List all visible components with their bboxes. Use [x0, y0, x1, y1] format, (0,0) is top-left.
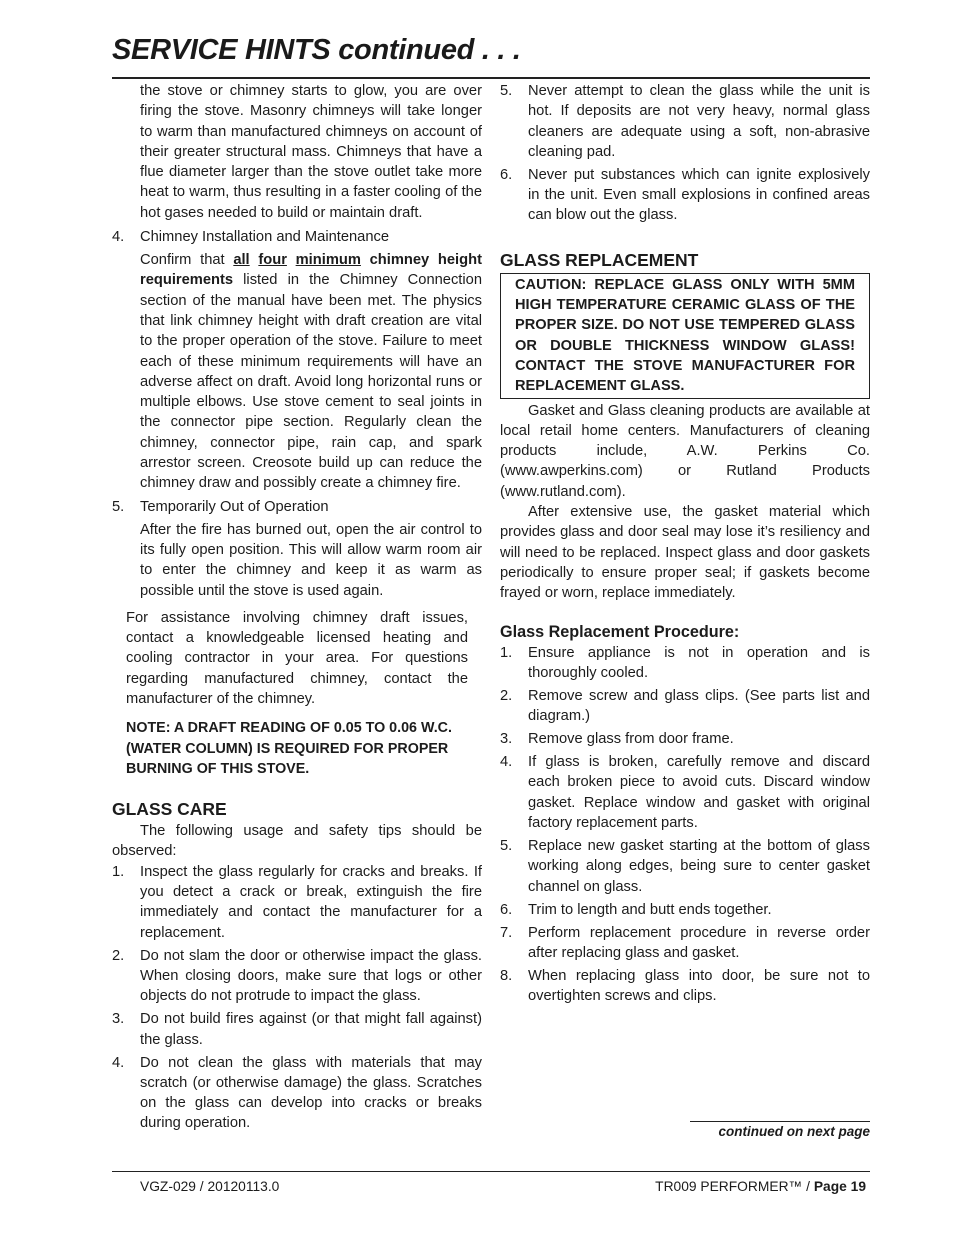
list-item-text: Remove screw and glass clips. (See parts list and diagram.): [528, 687, 870, 725]
body-text: listed in the Chimney Connection section of the manual have been met. The physics that link chimney height with draft creation are vital to the proper operation of the stove. Failure to meet each of these minimum requirements will have an adverse affect on draft. Avoid long horizontal runs or multiple elbows. Use stove cement to seal joints in the connector pipe section. Regularly clean the chimney, connector pipe, rain cap, and spark arrestor screen. Creosote build up can reduce the chimney draw and possibly create a chimney fire.: [140, 272, 482, 492]
list-number: 3.: [500, 731, 513, 748]
list-item: [112, 1009, 482, 1050]
list-item: [112, 1053, 482, 1134]
list-item-text: Never attempt to clean the glass while the unit is hot. If deposits are not very heavy, normal glass cleaners are adequate using a soft, non-abrasive cleaning pad.: [528, 83, 870, 160]
list-number: 4.: [112, 1054, 125, 1071]
title-divider: [112, 77, 870, 79]
list-item-text: Do not clean the glass with materials that may scratch (or otherwise damage) the glass. Scratches on the glass can develop into cracks or breaks during operation.: [140, 1054, 482, 1132]
chimney-installation-body: [112, 250, 482, 494]
emphasis-all: all: [233, 252, 250, 269]
list-item-title: Temporarily Out of Operation: [140, 498, 329, 515]
list-item-text: Never put substances which can ignite explosively in the unit. Even small explosions in confined areas can blow out the glass.: [528, 166, 870, 224]
list-number: 4.: [112, 229, 125, 246]
emphasis-minimum: minimum: [295, 252, 361, 269]
list-number: 1.: [500, 644, 513, 661]
assistance-paragraph: For assistance involving chimney draft issues, contact a knowledgeable licensed heating and cooling contractor in your area. For questions regarding manufactured chimney, contact the manufacturer of the chimney.: [126, 609, 468, 707]
left-column: [112, 81, 482, 1136]
list-item-text: Trim to length and butt ends together.: [528, 901, 772, 918]
list-number: 4.: [500, 754, 513, 771]
glass-care-list: [112, 862, 482, 1134]
list-number: 6.: [500, 901, 513, 918]
list-number: 5.: [112, 498, 125, 515]
temporarily-out-body: After the fire has burned out, open the air control to its fully open position. This will allow warm room air to enter the chimney and keep it as warm as possible until the stove is used again.: [140, 521, 482, 599]
list-item-text: Remove glass from door frame.: [528, 731, 734, 748]
list-item-text: Inspect the glass regularly for cracks and breaks. If you detect a crack or break, extinguish the fire immediately and contact the manufacturer for a replacement.: [140, 863, 482, 941]
list-number: 2.: [500, 687, 513, 704]
glass-care-list-continued: [500, 81, 870, 226]
list-item: [500, 643, 870, 684]
product-name: TR009 PERFORMER™ /: [655, 1179, 810, 1194]
body-text: Confirm that: [140, 252, 225, 269]
continued-on-next-page: continued on next page: [718, 1124, 870, 1139]
list-item-text: Ensure appliance is not in operation and is thoroughly cooled.: [528, 644, 870, 681]
glass-care-intro: The following usage and safety tips should be observed:: [112, 823, 482, 860]
list-number: 2.: [112, 947, 125, 964]
list-item: [500, 686, 870, 727]
list-item: [500, 966, 870, 1007]
list-number: 5.: [500, 83, 513, 99]
list-item-title: Chimney Installation and Maintenance: [140, 229, 390, 246]
list-item: [500, 81, 870, 162]
document-code: VGZ-029 / 20120113.0: [140, 1179, 280, 1194]
glass-care-heading: GLASS CARE: [112, 799, 227, 820]
list-item-text: Perform replacement procedure in reverse order after replacing glass and gasket.: [528, 924, 870, 961]
list-number: 8.: [500, 967, 513, 984]
gasket-paragraph: After extensive use, the gasket material which provides glass and door seal may lose it’s resiliency and will need to be replaced. Inspect glass and door gaskets periodically to ensure proper seal; if gaskets become frayed or worn, replace immediately.: [500, 504, 870, 602]
list-item-text: Do not build fires against (or that might fall against) the glass.: [140, 1011, 482, 1048]
procedure-list: [500, 643, 870, 1007]
footer-page-info: [655, 1179, 866, 1194]
list-item: [500, 836, 870, 897]
page-title: SERVICE HINTS continued . . .: [112, 34, 521, 66]
glass-replacement-heading: GLASS REPLACEMENT: [500, 249, 699, 270]
list-item: [500, 752, 870, 833]
list-item-text: If glass is broken, carefully remove and discard each broken piece to avoid cuts. Discard window gasket. Replace window and gasket with original factory replacement parts.: [528, 754, 870, 831]
emphasis-four: four: [258, 252, 287, 269]
emphasis-requirements: chimney height requirements: [140, 252, 482, 289]
procedure-heading: Glass Replacement Procedure:: [500, 622, 740, 641]
page-number: Page 19: [813, 1179, 866, 1194]
right-column: [500, 81, 870, 1009]
list-number: 7.: [500, 924, 513, 941]
list-item-text: Do not slam the door or otherwise impact the glass. When closing doors, make sure that logs or other objects do not protrude to impact the glass.: [140, 947, 482, 1005]
list-number: 6.: [500, 166, 513, 183]
list-item: [500, 923, 870, 964]
continued-paragraph: the stove or chimney starts to glow, you are over firing the stove. Masonry chimneys will take longer to warm than manufactured chimneys on account of their greater structural mass. Chimneys that have a flue diameter larger than the stove outlet take more heat to warm, thus resulting in a faster cooling of the hot gases needed to build or maintain draft.: [140, 83, 482, 221]
caution-box: CAUTION: REPLACE GLASS ONLY WITH 5MM HIGH TEMPERATURE CERAMIC GLASS OF THE PROPER SIZE. DO NOT USE TEMPERED GLASS OR DOUBLE THICKNESS WINDOW GLASS! CONTACT THE STOVE MANUFACTURER FOR REPLACEMENT GLASS.: [500, 273, 870, 399]
list-item-chimney-installation: [112, 227, 482, 247]
list-item: [500, 165, 870, 226]
list-item: [112, 946, 482, 1007]
list-item-temporarily-out: [112, 497, 482, 517]
draft-note: NOTE: A DRAFT READING OF 0.05 TO 0.06 W.C. (WATER COLUMN) IS REQUIRED FOR PROPER BURNING OF THIS STOVE.: [126, 720, 452, 777]
list-item: [500, 900, 870, 920]
list-number: 3.: [112, 1011, 125, 1028]
list-item: [500, 729, 870, 749]
list-item-text: When replacing glass into door, be sure not to overtighten screws and clips.: [528, 967, 870, 1005]
list-item: [112, 862, 482, 943]
cleaning-products-paragraph: Gasket and Glass cleaning products are available at local retail home centers. Manufacturers of cleaning products include, A.W. Perkins Co. (www.awperkins.com) or Rutland Products (www.rutland.com).: [500, 402, 870, 500]
continued-divider: [690, 1121, 870, 1122]
list-number: 5.: [500, 837, 513, 854]
list-number: 1.: [112, 863, 125, 880]
list-item-text: Replace new gasket starting at the bottom of glass working along edges, being sure to center gasket channel on glass.: [528, 837, 870, 895]
footer-divider: [112, 1171, 870, 1172]
